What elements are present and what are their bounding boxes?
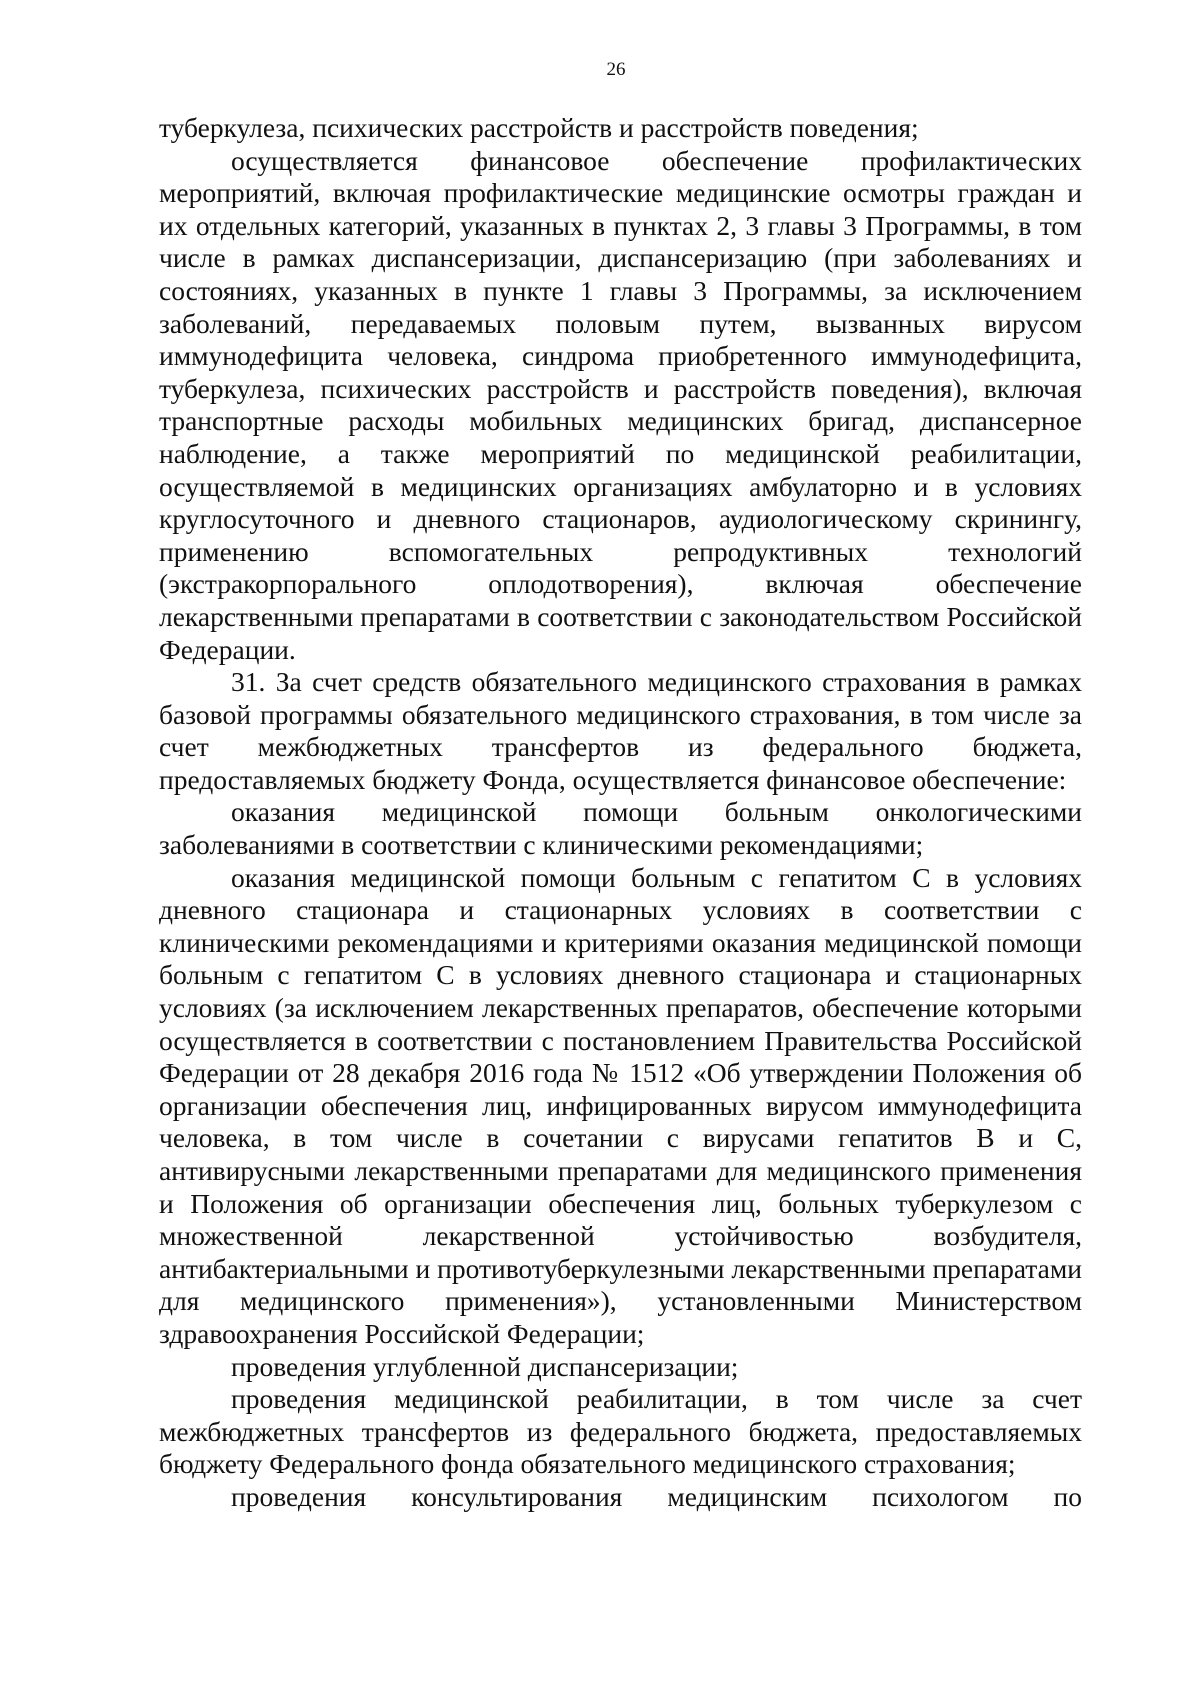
- paragraph-in-depth-screening: проведения углубленной диспансеризации;: [231, 1350, 739, 1382]
- paragraph-psychologist-consulting: проведения консультирования медицинским психологом по: [231, 1480, 1082, 1512]
- page-number: 26: [606, 59, 626, 80]
- paragraph-oncology-care: оказания медицинской помощи больным онкологическими заболеваниями в соответствии с клиническими рекомендациями;: [159, 796, 1082, 861]
- paragraph-hepatitis-c-care: оказания медицинской помощи больным с гепатитом С в условиях дневного стационара и стационарных условиях в соответствии с клиническими рекомендациями и критериями оказания медицинской помощи больным с гепатитом С в условиях дневного стационара и стационарных условиях (за исключением лекарственных препаратов, обеспечение которыми осуществляется в соответствии с постановлением Правительства Российской Федерации от 28 декабря 2016 года № 1512 «Об утверждении Положения об организации обеспечения лиц, инфицированных вирусом иммунодефицита человека, в том числе в сочетании с вирусами гепатитов В и С, антивирусными лекарственными препаратами для медицинского применения и Положения об организации обеспечения лиц, больных туберкулезом с множественной лекарственной устойчивостью возбудителя, антибактериальными и противотуберкулезными лекарственными препаратами для медицинского применения»), установленными Министерством здравоохранения Российской Федерации;: [159, 861, 1082, 1349]
- document-body: [159, 112, 1082, 1514]
- paragraph-medical-rehabilitation: проведения медицинской реабилитации, в том числе за счет межбюджетных трансфертов из федерального бюджета, предоставляемых бюджету Федерального фонда обязательного медицинского страхования;: [159, 1383, 1082, 1480]
- paragraph-preventive-financing: осуществляется финансовое обеспечение профилактических мероприятий, включая профилактические медицинские осмотры граждан и их отдельных категорий, указанных в пунктах 2, 3 главы 3 Программы, в том числе в рамках диспансеризации, диспансеризацию (при заболеваниях и состояниях, указанных в пункте 1 главы 3 Программы, за исключением заболеваний, передаваемых половым путем, вызванных вирусом иммунодефицита человека, синдрома приобретенного иммунодефицита, туберкулеза, психических расстройств и расстройств поведения), включая транспортные расходы мобильных медицинских бригад, диспансерное наблюдение, а также мероприятий по медицинской реабилитации, осуществляемой в медицинских организациях амбулаторно и в условиях круглосуточного и дневного стационаров, аудиологическому скринингу, применению вспомогательных репродуктивных технологий (экстракорпорального оплодотворения), включая обеспечение лекарственными препаратами в соответствии с законодательством Российской Федерации.: [159, 144, 1082, 665]
- paragraph-item-31: 31. За счет средств обязательного медицинского страхования в рамках базовой программы обязательного медицинского страхования, в том числе за счет межбюджетных трансфертов из федерального бюджета, предоставляемых бюджету Фонда, осуществляется финансовое обеспечение:: [159, 666, 1082, 795]
- paragraph-continuation: туберкулеза, психических расстройств и расстройств поведения;: [159, 112, 919, 143]
